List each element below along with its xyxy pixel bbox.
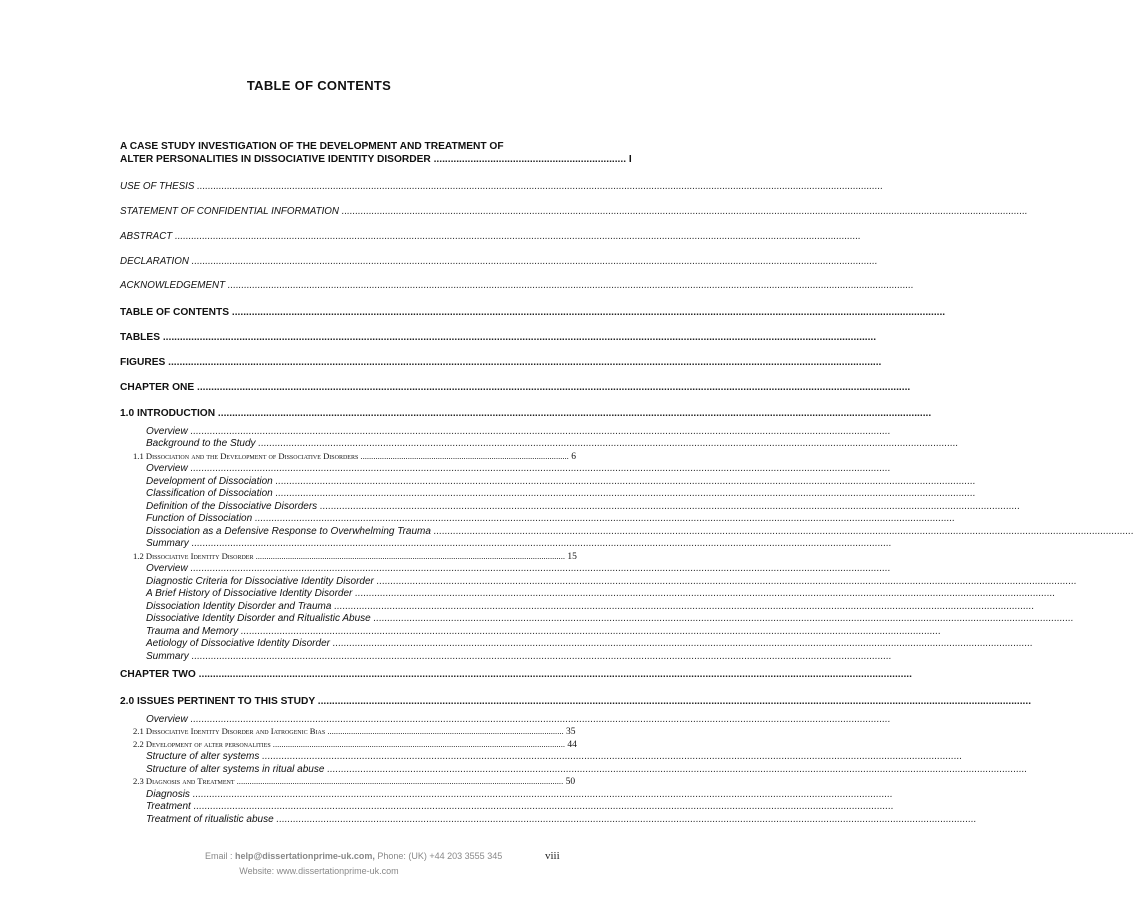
toc-entry-title: ACKNOWLEDGEMENT bbox=[120, 280, 226, 291]
toc-leader-dots: ............................................................................................................................................................................................................................................................ bbox=[194, 382, 911, 393]
toc-entry[interactable] bbox=[120, 695, 1032, 708]
toc-entry-title: Treatment of ritualistic abuse bbox=[146, 814, 274, 825]
toc-leader-dots: ............................................................................................................................................................................................................................................................ bbox=[172, 231, 861, 242]
toc-entry-title: TABLES bbox=[120, 332, 160, 343]
footer-contact bbox=[205, 851, 502, 861]
footer-email-label: Email : bbox=[205, 851, 233, 861]
toc-entry-title: 2.3 Diagnosis and Treatment bbox=[133, 776, 235, 786]
toc-entry[interactable] bbox=[120, 612, 1074, 625]
toc-entry-title: Dissociation Identity Disorder and Trauma bbox=[146, 601, 332, 612]
toc-leader-dots: ............................................................................................................................................................................................................................................................ bbox=[370, 613, 1074, 624]
toc-leader-dots: ............................................................................................................................................................................................................................................................ bbox=[189, 789, 893, 800]
toc-leader-dots: ............................................................................................................................................................................................................................................................ bbox=[187, 426, 891, 437]
toc-entry-title: Summary bbox=[146, 651, 189, 662]
toc-entry-title: FIGURES bbox=[120, 357, 166, 368]
toc-entry-title: Definition of the Dissociative Disorders bbox=[146, 501, 318, 512]
toc-page-number: 6 bbox=[568, 452, 576, 462]
toc-leader-dots: ............................................................................................................................................................................................................................................................ bbox=[165, 357, 882, 368]
toc-leader-dots: ............................................................................................................................................................................................................................................................ bbox=[331, 601, 1035, 612]
toc-entry[interactable] bbox=[120, 180, 884, 193]
toc-entry[interactable] bbox=[120, 255, 878, 268]
toc-entry-title: DECLARATION bbox=[120, 256, 189, 267]
toc-entry-title: A Brief History of Dissociative Identity Disorder bbox=[146, 588, 353, 599]
toc-leader-dots: ............................................................................................................................................................................................................................................................ bbox=[160, 332, 877, 343]
toc-leader-dots: ............................................................................................................................................................................................................................................................ bbox=[259, 751, 963, 762]
toc-entry-title: Summary bbox=[146, 538, 189, 549]
toc-entry-title: Structure of alter systems in ritual abuse bbox=[146, 764, 325, 775]
toc-entry-title: 1.0 INTRODUCTION bbox=[120, 408, 216, 419]
toc-entry-title: 2.1 Dissociative Identity Disorder and Iatrogenic Bias bbox=[133, 726, 326, 736]
toc-leader-dots: ............................................................................................................................................................................................................................................................ bbox=[329, 638, 1033, 649]
toc-leader-dots: ............................................................................................................................................................................................................................................................ bbox=[272, 476, 976, 487]
toc-entry[interactable] bbox=[120, 331, 877, 344]
toc-leader-dots: ............................................................................................................................................................................................................................................................ bbox=[238, 626, 941, 637]
toc-leader-dots: ............................................................................................................................................................................................................................................................ bbox=[317, 501, 1021, 512]
toc-entry[interactable] bbox=[120, 512, 956, 525]
toc-entry-title: CHAPTER TWO bbox=[120, 669, 196, 680]
page-number: viii bbox=[545, 850, 560, 862]
toc-entry[interactable] bbox=[120, 587, 1056, 600]
toc-leader-dots: ........................................................................................................................................................ bbox=[234, 776, 564, 786]
toc-entry[interactable] bbox=[120, 407, 932, 420]
toc-leader-dots: ............................................................................................................................................................................................................................................................ bbox=[430, 526, 1134, 537]
toc-entry[interactable] bbox=[120, 462, 891, 475]
toc-entry[interactable] bbox=[120, 650, 892, 663]
toc-entry-title: 2.0 ISSUES PERTINENT TO THIS STUDY bbox=[120, 696, 315, 707]
toc-entry-title: Dissociative Identity Disorder and Ritualistic Abuse bbox=[146, 613, 371, 624]
toc-leader-dots: ............................................................................................................................................................................................................................................................ bbox=[324, 764, 1028, 775]
page-title: TABLE OF CONTENTS bbox=[246, 78, 392, 93]
toc-entry[interactable] bbox=[120, 637, 1033, 650]
toc-entry[interactable] bbox=[120, 775, 576, 789]
toc-entry-title: 1.2 Dissociative Identity Disorder bbox=[133, 551, 254, 561]
toc-entry[interactable] bbox=[120, 356, 882, 369]
toc-leader-dots: ........................................................................................................................................ bbox=[270, 739, 565, 749]
toc-leader-dots: ................................................................................................................................................ bbox=[253, 551, 565, 561]
toc-leader-dots: ............................................................................................................................................................................................................................................................ bbox=[188, 538, 892, 549]
toc-entry-title: CHAPTER ONE bbox=[120, 382, 195, 393]
toc-leader-dots: ............................................................................................................................................................................................................................................................ bbox=[187, 563, 891, 574]
toc-entry[interactable] bbox=[120, 279, 914, 292]
toc-leader-dots: ............................................................................................................................................................................................................................................................ bbox=[373, 576, 1077, 587]
toc-leader-dots: ............................................................................................................................................................................................................................................................ bbox=[314, 696, 1032, 707]
toc-leader-dots: ............................................................................................................................................................................................................................................................ bbox=[272, 488, 976, 499]
toc-entry[interactable] bbox=[120, 153, 640, 166]
toc-leader-dots: ................................................................................................. bbox=[358, 451, 569, 461]
toc-entry-title: Dissociation as a Defensive Response to Overwhelming Trauma bbox=[146, 526, 431, 537]
toc-entry-title: Classification of Dissociation bbox=[146, 488, 273, 499]
footer-website[interactable]: Website: www.dissertationprime-uk.com bbox=[239, 866, 399, 876]
toc-entry-title: 2.2 Development of alter personalities bbox=[133, 739, 271, 749]
toc-entry[interactable] bbox=[120, 140, 640, 153]
toc-page-number: I bbox=[626, 154, 632, 165]
toc-entry[interactable] bbox=[120, 437, 959, 450]
toc-entry-title: Overview bbox=[146, 426, 188, 437]
toc-leader-dots: ............................................................................................................................................................................................................................................................ bbox=[229, 307, 946, 318]
toc-page-number: 50 bbox=[563, 777, 576, 787]
toc-entry-title: Overview bbox=[146, 463, 188, 474]
toc-entry-title: ABSTRACT bbox=[120, 231, 173, 242]
toc-entry[interactable] bbox=[120, 813, 977, 826]
footer-email[interactable]: help@dissertationprime-uk.com, bbox=[235, 851, 375, 861]
toc-leader-dots: ............................................................................................................................................................................................................................................................ bbox=[352, 588, 1056, 599]
toc-page-number: 35 bbox=[563, 727, 576, 737]
toc-leader-dots: ............................................................................................................................................................................................................................................................ bbox=[273, 814, 977, 825]
toc-leader-dots: ............................................................................................................................................................................................................................................................ bbox=[188, 651, 892, 662]
toc-entry-title: Diagnostic Criteria for Dissociative Identity Disorder bbox=[146, 576, 374, 587]
toc-entry-title: ALTER PERSONALITIES IN DISSOCIATIVE IDENTITY DISORDER bbox=[120, 154, 431, 165]
toc-leader-dots: ............................................................................................................................................................................................................................................................ bbox=[194, 181, 884, 192]
toc-entry-title: Background to the Study bbox=[146, 438, 256, 449]
toc-leader-dots: ............................................................................................................................................................................................................................................................ bbox=[195, 669, 912, 680]
toc-leader-dots: ............................................................................................................................................................................................................................................................ bbox=[188, 256, 878, 267]
toc-leader-dots: ............................................................................................................................................................................................................................................................ bbox=[252, 513, 956, 524]
toc-leader-dots: .............................................................................................................. bbox=[325, 726, 564, 736]
toc-leader-dots: .................................................................... bbox=[430, 154, 627, 165]
toc-entry[interactable] bbox=[120, 750, 963, 763]
toc-entry[interactable] bbox=[120, 205, 1028, 218]
toc-leader-dots: ............................................................................................................................................................................................................................................................ bbox=[187, 463, 891, 474]
toc-page-number: 44 bbox=[565, 740, 577, 750]
toc-leader-dots: ............................................................................................................................................................................................................................................................ bbox=[187, 714, 891, 725]
toc-entry-title: STATEMENT OF CONFIDENTIAL INFORMATION bbox=[120, 206, 339, 217]
toc-entry[interactable] bbox=[120, 668, 912, 681]
toc-entry-title: USE OF THESIS bbox=[120, 181, 195, 192]
toc-entry-title: Overview bbox=[146, 714, 188, 725]
toc-entry[interactable] bbox=[120, 381, 911, 394]
toc-entry-title: A CASE STUDY INVESTIGATION OF THE DEVELOPMENT AND TREATMENT OF bbox=[120, 141, 504, 152]
footer-phone: Phone: (UK) +44 203 3555 345 bbox=[377, 851, 503, 861]
toc-leader-dots: ............................................................................................................................................................................................................................................................ bbox=[255, 438, 959, 449]
toc-leader-dots: ............................................................................................................................................................................................................................................................ bbox=[190, 801, 894, 812]
toc-leader-dots: ............................................................................................................................................................................................................................................................ bbox=[215, 408, 932, 419]
toc-page-number: 15 bbox=[565, 552, 577, 562]
toc-entry-title: Development of Dissociation bbox=[146, 476, 273, 487]
toc-leader-dots: ............................................................................................................................................................................................................................................................ bbox=[339, 206, 1028, 217]
toc-entry[interactable] bbox=[120, 230, 861, 243]
toc-entry-title: Function of Dissociation bbox=[146, 513, 253, 524]
toc-entry[interactable] bbox=[120, 487, 976, 500]
toc-entry-title: 1.1 Dissociation and the Development of Dissociative Disorders bbox=[133, 451, 359, 461]
toc-entry-title: TABLE OF CONTENTS bbox=[120, 307, 230, 318]
toc-entry-title: Diagnosis bbox=[146, 789, 190, 800]
toc-entry-title: Treatment bbox=[146, 801, 191, 812]
toc-entry-title: Aetiology of Dissociative Identity Disorder bbox=[146, 638, 330, 649]
toc-entry[interactable] bbox=[120, 725, 576, 739]
toc-entry-title: Trauma and Memory bbox=[146, 626, 239, 637]
toc-entry[interactable] bbox=[120, 306, 946, 319]
toc-entry[interactable] bbox=[120, 562, 891, 575]
toc-entry-title: Structure of alter systems bbox=[146, 751, 260, 762]
toc-entry-title: Overview bbox=[146, 563, 188, 574]
toc-entry[interactable] bbox=[120, 537, 892, 550]
toc-leader-dots: ............................................................................................................................................................................................................................................................ bbox=[225, 280, 914, 291]
toc-entry[interactable] bbox=[120, 800, 894, 813]
